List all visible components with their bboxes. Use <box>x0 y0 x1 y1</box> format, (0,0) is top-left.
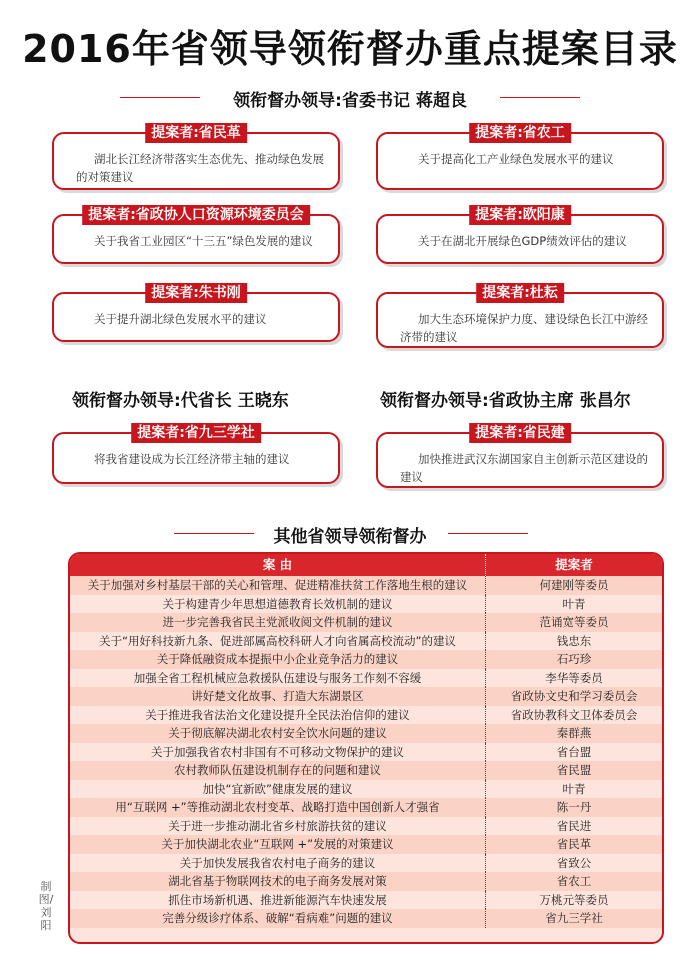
cell-subject: 关于彻底解决湖北农村安全饮水问题的建议 <box>70 724 486 743</box>
cell-proposer: 石巧珍 <box>556 652 592 666</box>
section-head-text: 领衔督办领导:省委书记 蒋超良 <box>233 91 467 111</box>
cell-proposer: 省民进 <box>556 818 592 833</box>
table-row <box>70 706 662 725</box>
section-head-text: 其他省领导领衔督办 <box>273 527 427 547</box>
table-row <box>70 909 662 928</box>
divider-left <box>174 533 254 534</box>
cell-subject: 讲好楚文化故事、打造大东湖景区 <box>70 687 486 706</box>
cell-proposer: 李华等委员 <box>545 670 603 685</box>
proposer-badge: 提案者:省政协人口资源环境委员会 <box>82 205 310 225</box>
proposal-text: 加大生态环境保护力度、建设绿色长江中游经济带的建议 <box>400 312 648 344</box>
cell-subject: 关于加快发展我省农村电子商务的建议 <box>70 854 486 873</box>
cell-proposer: 钱忠东 <box>556 633 592 648</box>
cell-subject: 用“互联网 +”等推动湖北农村变革、战略打造中国创新人才强省 <box>70 798 486 817</box>
cell-subject: 抓住市场新机遇、推进新能源汽车快速发展 <box>70 891 486 910</box>
table-row <box>70 687 662 706</box>
proposal-text: 关于我省工业园区“十三五”绿色发展的建议 <box>94 234 313 248</box>
proposal-text: 将我省建设成为长江经济带主轴的建议 <box>94 452 290 466</box>
cell-proposer: 省政协教科文卫体委员会 <box>510 707 638 722</box>
section-head-secretary <box>0 86 700 111</box>
cell-proposer: 省民革 <box>556 837 592 851</box>
cell-proposer: 省台盟 <box>556 744 592 759</box>
cell-subject: 关于加强我省农村非国有不可移动文物保护的建议 <box>70 743 486 762</box>
cell-subject: 加快“宜新欧”健康发展的建议 <box>70 780 486 799</box>
cell-proposer: 范诵宽等委员 <box>539 615 609 629</box>
section-head-cppcc-chairman: 领衔督办领导:省政协主席 张昌尔 <box>380 391 631 411</box>
proposer-badge: 提案者:省农工 <box>469 123 571 143</box>
table-row <box>70 761 662 780</box>
proposer-badge: 提案者:省民建 <box>469 423 571 443</box>
table-row <box>70 669 662 688</box>
table-row <box>70 613 662 632</box>
page-title: 2016年省领导领衔督办重点提案目录 <box>22 27 678 71</box>
cell-subject: 进一步完善我省民主党派收阅文件机制的建议 <box>70 613 486 632</box>
proposer-badge: 提案者:省九三学社 <box>131 423 261 443</box>
table-row <box>70 576 662 595</box>
proposal-text: 关于提升湖北绿色发展水平的建议 <box>94 312 267 326</box>
divider-right <box>448 533 528 534</box>
cell-subject: 关于加快湖北农业“互联网 +”发展的对策建议 <box>70 835 486 854</box>
cell-proposer: 万桃元等委员 <box>539 892 609 907</box>
proposer-badge: 提案者:朱书刚 <box>145 283 247 303</box>
credit-text: 制图/刘阳 <box>38 880 54 932</box>
cell-proposer: 省政协文史和学习委员会 <box>510 689 638 703</box>
table-row <box>70 780 662 799</box>
cell-proposer: 省农工 <box>556 874 592 888</box>
cell-subject: 农村教师队伍建设机制存在的问题和建议 <box>70 761 486 780</box>
cell-subject: 关于加强对乡村基层干部的关心和管理、促进精准扶贫工作落地生根的建议 <box>70 576 486 595</box>
proposal-text: 加快推进武汉东湖国家自主创新示范区建设的建议 <box>400 452 648 484</box>
proposer-badge: 提案者:杜耘 <box>476 283 564 303</box>
proposal-card <box>52 285 340 342</box>
table-row <box>70 854 662 873</box>
cell-subject: 关于降低融资成本提振中小企业竞争活力的建议 <box>70 650 486 669</box>
cell-proposer: 陈一丹 <box>556 800 592 814</box>
column-header-subject: 案 由 <box>70 554 486 576</box>
table-header <box>70 554 662 576</box>
proposal-card <box>376 425 664 488</box>
proposal-card <box>52 425 340 484</box>
proposal-card <box>376 207 664 264</box>
cell-proposer: 省民盟 <box>556 763 592 777</box>
cell-proposer: 省致公 <box>556 855 592 870</box>
proposer-badge: 提案者:省民革 <box>145 123 247 143</box>
cell-subject: 关于推进我省法治文化建设提升全民法治信仰的建议 <box>70 706 486 725</box>
divider-left <box>120 97 200 98</box>
cell-subject: 完善分级诊疗体系、破解“看病难”问题的建议 <box>70 909 486 928</box>
proposal-table <box>68 552 664 944</box>
proposal-card <box>376 125 664 190</box>
table-row <box>70 798 662 817</box>
proposal-card <box>52 125 340 190</box>
table-row <box>70 743 662 762</box>
cell-proposer: 秦群燕 <box>556 726 592 740</box>
proposal-text: 湖北长江经济带落实生态优先、推动绿色发展的对策建议 <box>76 152 324 184</box>
table-row <box>70 817 662 836</box>
cell-subject: 加强全省工程机械应急救援队伍建设与服务工作刻不容缓 <box>70 669 486 688</box>
cell-proposer: 叶青 <box>562 781 586 796</box>
column-header-proposer: 提案者 <box>555 557 593 572</box>
cell-subject: 关于“用好科技新九条、促进部属高校科研人才向省属高校流动”的建议 <box>70 632 486 651</box>
proposal-text: 关于在湖北开展绿色GDP绩效评估的建议 <box>418 234 627 248</box>
table-row <box>70 872 662 891</box>
table-row <box>70 891 662 910</box>
cell-proposer: 何建刚等委员 <box>539 578 609 592</box>
section-head-governor: 领衔督办领导:代省长 王晓东 <box>72 391 289 411</box>
cell-proposer: 叶青 <box>562 596 586 611</box>
table-row <box>70 595 662 614</box>
section-head-others <box>0 522 700 547</box>
divider-right <box>500 97 580 98</box>
cell-subject: 湖北省基于物联网技术的电子商务发展对策 <box>70 872 486 891</box>
proposal-text: 关于提高化工产业绿色发展水平的建议 <box>418 152 614 166</box>
proposal-card <box>376 285 664 348</box>
table-row <box>70 724 662 743</box>
cell-subject: 关于构建青少年思想道德教育长效机制的建议 <box>70 595 486 614</box>
table-row <box>70 650 662 669</box>
table-row <box>70 835 662 854</box>
proposer-badge: 提案者:欧阳康 <box>469 205 571 225</box>
table-body <box>70 576 662 928</box>
cell-proposer: 省九三学社 <box>545 911 603 925</box>
proposal-card <box>52 207 340 264</box>
cell-subject: 关于进一步推动湖北省乡村旅游扶贫的建议 <box>70 817 486 836</box>
table-row <box>70 632 662 651</box>
